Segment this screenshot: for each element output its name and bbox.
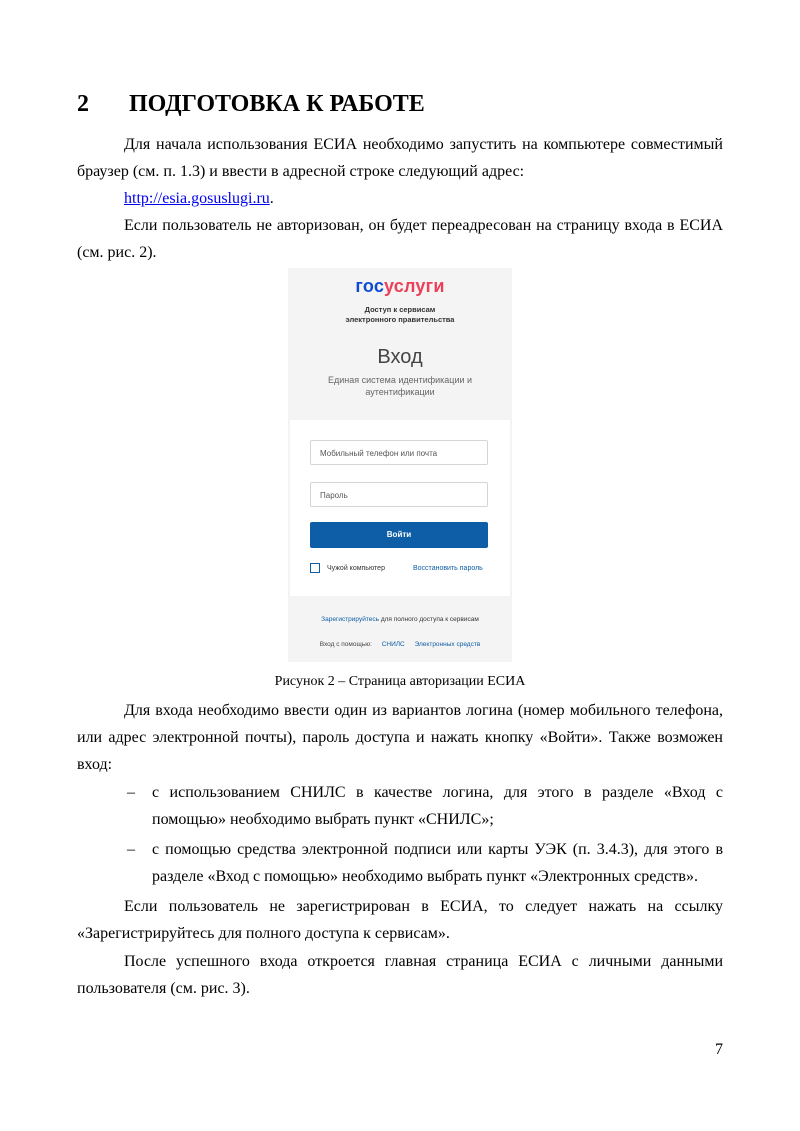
register-link[interactable]: Зарегистрируйтесь — [321, 616, 379, 623]
login-subtitle: Единая система идентификации и аутентификации — [327, 375, 473, 397]
page-number: 7 — [715, 1041, 723, 1058]
paragraph-login-instructions: Для входа необходимо ввести один из вариантов логина (номер мобильного телефона, или адрес электронной почты), пароль доступа и нажать кнопку «Войти». Также возможен вход: — [77, 702, 723, 773]
section-heading — [77, 88, 425, 120]
gosuslugi-logo — [288, 276, 512, 297]
url-suffix: . — [269, 190, 274, 207]
restore-password-link[interactable]: Восстановить пароль — [413, 565, 483, 572]
alt-login-label: Вход с помощью: — [319, 641, 372, 648]
login-title: Вход — [377, 346, 423, 368]
section-number: 2 — [77, 91, 89, 117]
login-input[interactable]: Мобильный телефон или почта — [310, 440, 488, 465]
register-suffix: для полного доступа к сервисам — [380, 616, 479, 623]
paragraph-redirect: Если пользователь не авторизован, он будет переадресован на страницу входа в ЕСИА (см. рис. 2). — [77, 217, 723, 261]
logo-part-uslugi: услуги — [384, 276, 445, 296]
paragraph-intro: Для начала использования ЕСИА необходимо запустить на компьютере совместимый браузер (см. п. 1.3) и ввести в адресной строке следующий адрес: — [77, 136, 723, 180]
foreign-computer-label: Чужой компьютер — [327, 565, 385, 572]
password-input[interactable]: Пароль — [310, 482, 488, 507]
section-title: ПОДГОТОВКА К РАБОТЕ — [129, 91, 425, 117]
login-button[interactable]: Войти — [310, 522, 488, 548]
register-line — [288, 616, 512, 623]
list-item — [77, 836, 723, 890]
paragraph-register: Если пользователь не зарегистрирован в ЕСИА, то следует нажать на ссылку «Зарегистрируйтесь для полного доступа к сервисам». — [77, 898, 723, 942]
list-marker: – — [127, 784, 135, 801]
snils-login-link[interactable]: СНИЛС — [381, 641, 405, 648]
electronic-login-link[interactable]: Электронных средств — [414, 641, 481, 648]
logo-tagline — [288, 305, 512, 325]
alt-login-line — [288, 641, 512, 648]
figure-caption: Рисунок 2 – Страница авторизации ЕСИА — [274, 674, 526, 689]
list-marker: – — [127, 841, 135, 858]
esia-url-link[interactable]: http://esia.gosuslugi.ru — [124, 190, 270, 207]
list-item — [77, 779, 723, 833]
login-page-screenshot — [288, 268, 512, 662]
foreign-computer-checkbox[interactable] — [310, 563, 320, 573]
paragraph-url — [124, 185, 274, 212]
paragraph-after-login: После успешного входа откроется главная страница ЕСИА с личными данными пользователя (см. рис. 3). — [77, 953, 723, 997]
list-item-text: с использованием СНИЛС в качестве логина, для этого в разделе «Вход с помощью» необходимо выбрать пункт «СНИЛС»; — [152, 784, 723, 828]
login-form — [290, 420, 510, 596]
tagline-line-1: Доступ к сервисам — [364, 305, 436, 314]
tagline-line-2: электронного правительства — [345, 315, 455, 324]
list-item-text: с помощью средства электронной подписи или карты УЭК (п. 3.4.3), для этого в разделе «Вход с помощью» необходимо выбрать пункт «Электронных средств». — [152, 841, 723, 885]
logo-part-gos: гос — [355, 276, 385, 296]
